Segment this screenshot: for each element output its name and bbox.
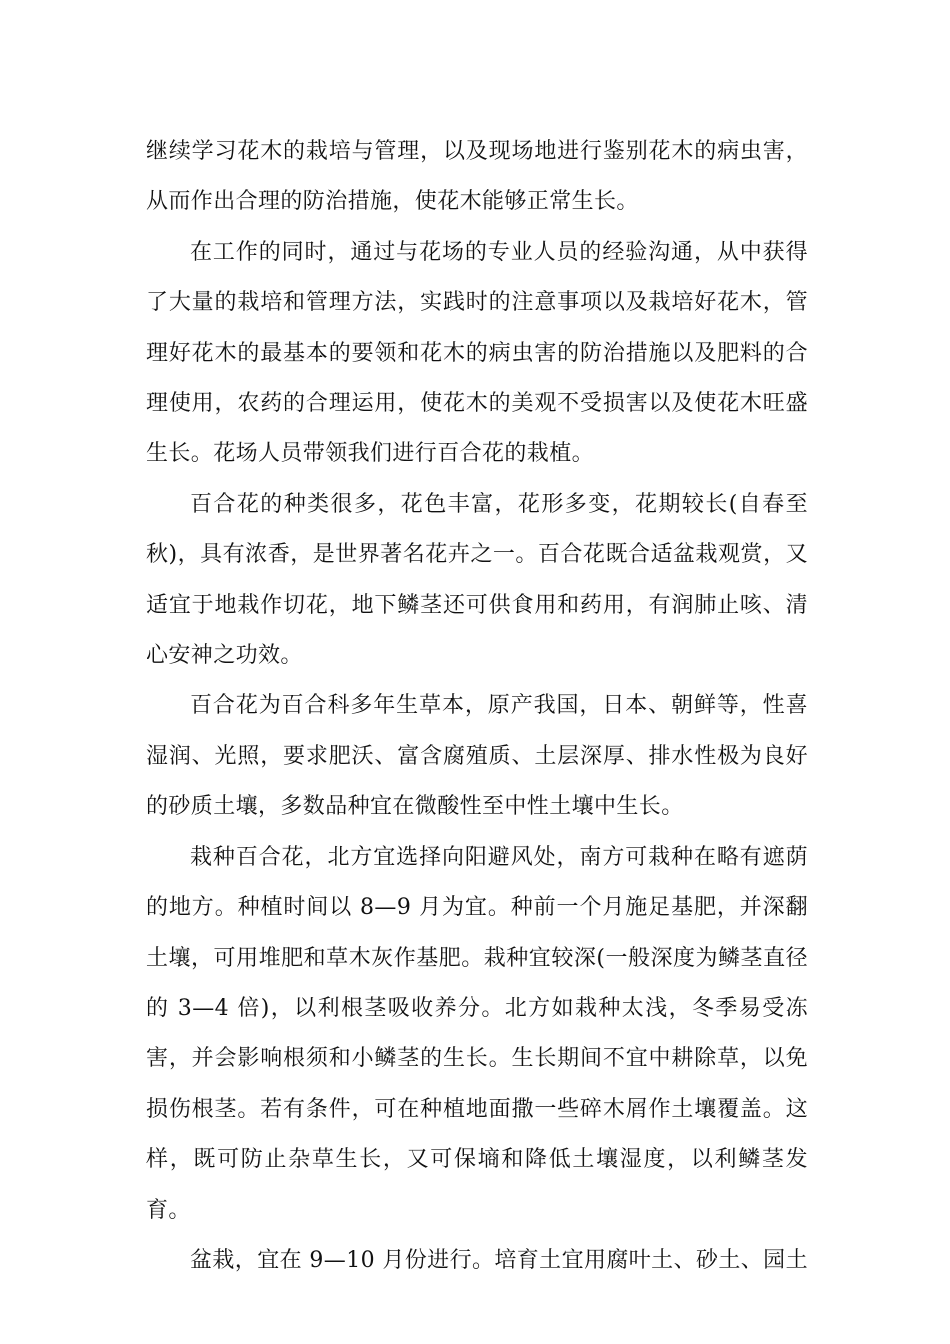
paragraph-lily-habitat: 百合花为百合科多年生草本，原产我国，日本、朝鲜等，性喜湿润、光照，要求肥沃、富含腐殖质、土层深厚、排水性极为良好的砂质土壤，多数品种宜在微酸性至中性土壤中生长。 [146, 693, 808, 820]
paragraph-work-experience: 在工作的同时，通过与花场的专业人员的经验沟通，从中获得了大量的栽培和管理方法，实践时的注意事项以及栽培好花木，管理好花木的最基本的要领和花木的病虫害的防治措施以及肥料的合理使用，农药的合理运用，使花木的美观不受损害以及使花木旺盛生长。花场人员带领我们进行百合花的栽植。 [146, 239, 808, 467]
paragraph-continuation: 继续学习花木的栽培与管理，以及现场地进行鉴别花木的病虫害，从而作出合理的防治措施，使花木能够正常生长。 [146, 139, 808, 215]
paragraph-lily-planting: 栽种百合花，北方宜选择向阳避风处，南方可栽种在略有遮荫的地方。种植时间以 8—9 月为宜。种前一个月施足基肥，并深翻土壤，可用堆肥和草木灰作基肥。栽种宜较深(一般深度为鳞茎直径的 3—4 倍)，以利根茎吸收养分。北方如栽种太浅，冬季易受冻害，并会影响根须和小鳞茎的生长。生长期间不宜中耕除草，以免损伤根茎。若有条件，可在种植地面撒一些碎木屑作土壤覆盖。这样，既可防止杂草生长，又可保墒和降低土壤湿度，以利鳞茎发育。 [146, 844, 808, 1223]
paragraph-lily-overview: 百合花的种类很多，花色丰富，花形多变，花期较长(自春至秋)，具有浓香，是世界著名花卉之一。百合花既合适盆栽观赏，又适宜于地栽作切花，地下鳞茎还可供食用和药用，有润肺止咳、清心安神之功效。 [146, 491, 808, 669]
paragraph-potted-planting: 盆栽，宜在 9—10 月份进行。培育土宜用腐叶土、砂土、园土 [190, 1247, 808, 1273]
document-body [146, 127, 808, 1286]
